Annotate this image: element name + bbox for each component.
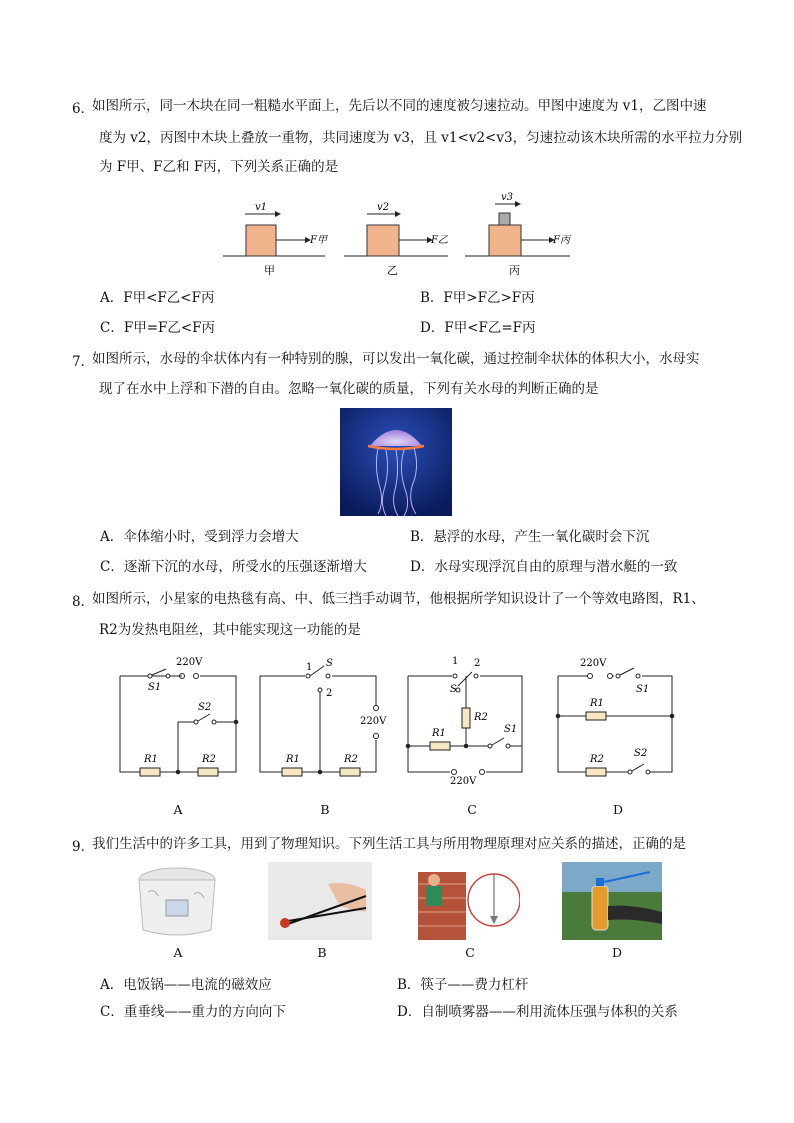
option-b: B．悬浮的水母，产生一氧化碳时会下沉: [410, 529, 650, 545]
voltage-label: 220V: [360, 716, 387, 727]
resistor-label: R1: [286, 754, 300, 765]
velocity-label: v1: [255, 202, 268, 213]
option-c: C．F甲=F乙<F丙: [100, 320, 216, 336]
question-text: 现了在水中上浮和下潜的自由。忽略一氧化碳的质量，下列有关水母的判断正确的是: [99, 381, 599, 397]
circuit-label-d: D: [612, 802, 624, 817]
question-text: 我们生活中的许多工具，用到了物理知识。下列生活工具与所用物理原理对应关系的描述，正确的是: [92, 836, 686, 852]
question-text: 如图所示，水母的伞状体内有一种特别的腺，可以发出一氧化碳，通过控制伞状体的体积大小，水母实: [92, 351, 700, 367]
point-label: 1: [452, 656, 459, 667]
voltage-label: 220V: [450, 776, 477, 785]
figure-bing: [465, 192, 572, 277]
circuit-a: [120, 669, 238, 776]
switch-label: S2: [634, 748, 648, 759]
block-figures: [215, 190, 585, 280]
question-number: 6．: [72, 101, 95, 117]
image-label-a: A: [173, 945, 183, 960]
resistor-label: R2: [202, 754, 216, 765]
option-c: C．重垂线——重力的方向向下: [100, 1004, 286, 1020]
option-c: C．逐渐下沉的水母，所受水的压强逐渐增大: [100, 559, 367, 575]
option-d: D．F甲<F乙=F丙: [420, 320, 536, 336]
circuit-d: [556, 668, 674, 776]
question-text: 度为 v2，丙图中木块上叠放一重物，共同速度为 v3，且 v1<v2<v3，匀速拉动该木块所需的水平拉力分别: [99, 130, 743, 146]
wood-block: [246, 225, 276, 256]
switch-label: S1: [148, 682, 162, 693]
question-number: 8．: [72, 594, 95, 610]
circuit-diagrams: [110, 650, 690, 785]
velocity-label: v2: [377, 202, 390, 213]
option-a: A．伞体缩小时，受到浮力会增大: [100, 529, 299, 545]
point-label: 2: [474, 658, 481, 669]
resistor-label: R1: [432, 728, 446, 739]
force-label: F甲: [310, 235, 327, 246]
chopsticks-image: [268, 862, 372, 940]
switch-label: S2: [198, 702, 212, 713]
circuit-label-a: A: [173, 802, 183, 817]
resistor-label: R2: [344, 754, 358, 765]
option-d: D．水母实现浮沉自由的原理与潜水艇的一致: [410, 559, 678, 575]
circuit-label-b: B: [320, 802, 330, 817]
switch-label: S: [326, 658, 333, 669]
question-text: R2为发热电阻丝，其中能实现这一功能的是: [99, 622, 361, 638]
resistor-label: R2: [474, 712, 488, 723]
wood-block: [367, 225, 399, 256]
plumb-line-image: [418, 862, 520, 940]
image-label-b: B: [317, 945, 327, 960]
weight: [499, 213, 510, 225]
resistor-label: R1: [144, 754, 158, 765]
point-label: 2: [326, 688, 333, 699]
option-d: D．自制喷雾器——利用流体压强与体积的关系: [397, 1004, 678, 1020]
circuit-label-c: C: [467, 802, 477, 817]
jellyfish-image: [340, 408, 452, 516]
image-label-c: C: [465, 945, 475, 960]
sprayer-image: [562, 862, 662, 940]
point-label: 1: [306, 662, 313, 673]
option-b: B．筷子——费力杠杆: [397, 977, 529, 993]
switch-label: S1: [504, 724, 518, 735]
resistor-label: R2: [590, 754, 604, 765]
wood-block: [489, 225, 521, 256]
figure-label: 乙: [387, 264, 398, 277]
question-number: 7．: [72, 354, 95, 370]
question-text: 如图所示，小星家的电热毯有高、中、低三挡手动调节，他根据所学知识设计了一个等效电路图，R1、: [92, 591, 705, 607]
resistor-label: R1: [590, 698, 604, 709]
figure-label: 丙: [509, 264, 520, 277]
image-label-d: D: [611, 945, 623, 960]
switch-label: S: [450, 684, 457, 695]
option-b: B．F甲>F乙>F丙: [420, 290, 535, 306]
figure-yi: [344, 202, 448, 277]
figure-jia: [223, 202, 328, 277]
voltage-label: 220V: [580, 658, 607, 669]
force-label: F丙: [553, 235, 570, 246]
voltage-label: 220V: [176, 657, 203, 668]
figure-label: 甲: [264, 264, 275, 277]
option-a: A．F甲<F乙<F丙: [100, 290, 215, 306]
velocity-label: v3: [501, 192, 514, 203]
force-label: F乙: [431, 235, 448, 246]
switch-label: S1: [636, 684, 650, 695]
question-number: 9．: [72, 839, 95, 855]
question-text: 为 F甲、F乙和 F丙，下列关系正确的是: [99, 159, 339, 175]
question-text: 如图所示，同一木块在同一粗糙水平面上，先后以不同的速度被匀速拉动。甲图中速度为 v1，乙图中速: [92, 98, 707, 114]
option-a: A．电饭锅——电流的磁效应: [100, 977, 272, 993]
rice-cooker-image: [128, 862, 226, 940]
